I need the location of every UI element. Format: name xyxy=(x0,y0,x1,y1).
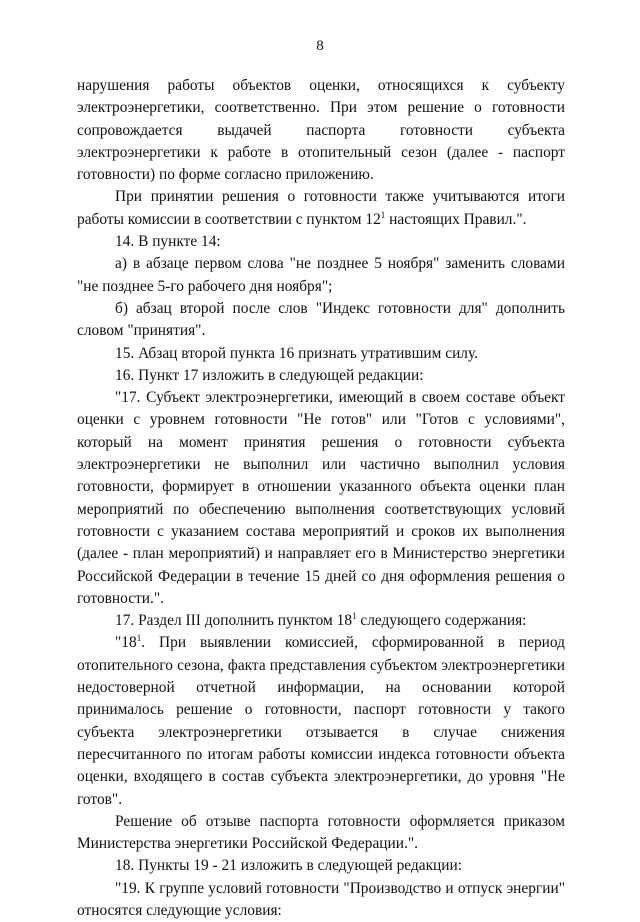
page-number: 8 xyxy=(316,38,324,54)
paragraph: б) абзац второй после слов "Индекс готовности для" дополнить словом "принятия". xyxy=(77,299,565,340)
superscript: 1 xyxy=(136,633,142,644)
superscript: 1 xyxy=(352,611,357,622)
paragraph: а) в абзаце первом слова "не позднее 5 ноября" заменить словами "не позднее 5-го рабочего дня ноября"; xyxy=(77,255,565,295)
paragraph: 18. Пункты 19 - 21 изложить в следующей редакции: xyxy=(115,857,463,875)
paragraph: 15. Абзац второй пункта 16 признать утратившим силу. xyxy=(115,344,478,362)
paragraph: При принятии решения о готовности также учитываются итоги работы комиссии в соответствии с пунктом $12^1$ настоящих Правил.". xyxy=(77,188,565,228)
paragraph: Решение об отзыве паспорта готовности оформляется приказом Министерства энергетики Российской Федерации.". xyxy=(77,812,565,853)
paragraph: 17. Раздел III дополнить пунктом $18^1$ следующего содержания: xyxy=(115,611,527,630)
paragraph: "$18^1$. При выявлении комиссией, сформированной в период отопительного сезона, факта представления субъектом электроэнергетики недостоверной отчетной информации, на основании которой принималось решение о готовности, паспорт готовности у такого субъекта электроэнергетики отзывается в случае снижения пересчитанного по итогам работы комиссии индекса готовности объекта оценки, входящего в состав субъекта электроэнергетики, до уровня "Не готов". xyxy=(77,633,565,808)
paragraph: нарушения работы объектов оценки, относящихся к субъекту электроэнергетики, соответственно. При этом решение о готовности сопровождается выдачей паспорта готовности субъекта электроэнергетики к работе в отопительный сезон (далее - паспорт готовности) по форме согласно приложению. xyxy=(77,77,565,184)
paragraph: "17. Субъект электроэнергетики, имеющий в своем составе объект оценки с уровнем готовности "Не готов" или "Готов с условиями", который на момент принятия решения о готовности субъекта электроэнергетики не выполнил или частично выполнил условия готовности, формирует в отношении указанного объекта оценки план мероприятий по обеспечению выполнения соответствующих условий готовности с указанием состава мероприятий и сроков их выполнения (далее - план мероприятий) и направляет его в Министерство энергетики Российской Федерации в течение 15 дней со дня оформления решения о готовности.". xyxy=(77,389,565,607)
paragraph: "19. К группе условий готовности "Производство и отпуск энергии" относятся следующие условия: xyxy=(77,879,565,919)
document-body xyxy=(77,75,565,922)
paragraph: 14. В пункте 14: xyxy=(115,233,221,251)
paragraph: 16. Пункт 17 изложить в следующей редакции: xyxy=(115,366,424,384)
superscript: 1 xyxy=(380,209,386,220)
